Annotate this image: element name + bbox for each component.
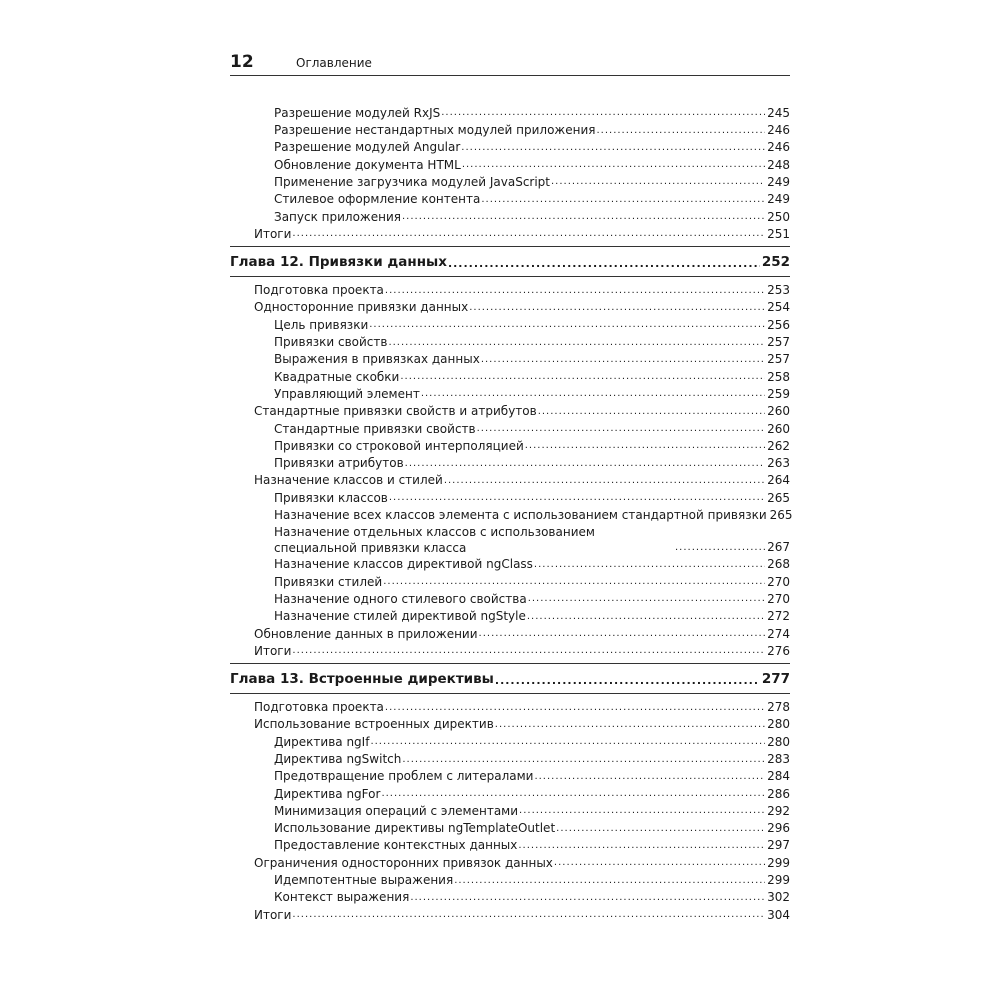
dot-leader	[405, 456, 765, 472]
table-of-contents	[230, 104, 793, 923]
toc-entry-title: Привязки атрибутов	[274, 456, 404, 471]
toc-entry-page: 252	[761, 254, 790, 271]
toc-entry	[230, 454, 790, 471]
toc-entry-title: Контекст выражения	[274, 890, 410, 905]
dot-leader	[389, 490, 765, 506]
dot-leader	[369, 317, 765, 333]
toc-entry-title: Обновление документа HTML	[274, 157, 461, 172]
toc-entry-page: 251	[767, 226, 790, 241]
toc-entry-title: Глава 12. Привязки данных	[230, 254, 447, 271]
toc-entry-page: 259	[767, 386, 790, 401]
dot-leader	[421, 386, 765, 402]
page-number: 12	[230, 52, 254, 72]
toc-entry-page: 297	[767, 838, 790, 853]
toc-entry-page: 274	[767, 626, 790, 641]
dot-leader	[448, 256, 760, 272]
toc-entry-page: 299	[767, 855, 790, 870]
toc-entry	[230, 607, 790, 624]
toc-entry	[230, 716, 790, 733]
toc-entry-title: Применение загрузчика модулей JavaScript	[274, 174, 550, 189]
toc-entry-title: Итоги	[254, 226, 292, 241]
toc-entry	[230, 733, 790, 750]
toc-entry	[230, 437, 790, 454]
toc-entry	[230, 351, 790, 368]
toc-entry-title: Итоги	[254, 907, 292, 922]
dot-leader	[554, 855, 765, 871]
toc-entry-title: Привязки со строковой интерполяцией	[274, 438, 524, 453]
toc-entry	[230, 139, 790, 156]
dot-leader	[527, 609, 765, 625]
dot-leader	[481, 192, 765, 208]
toc-entry-title: Предотвращение проблем с литералами	[274, 769, 534, 784]
toc-entry-page: 248	[767, 157, 790, 172]
toc-entry-page: 257	[767, 335, 790, 350]
toc-entry	[230, 573, 790, 590]
dot-leader	[388, 335, 765, 351]
dot-leader	[383, 574, 765, 590]
dot-leader	[477, 421, 765, 437]
toc-entry-title: Односторонние привязки данных	[254, 300, 469, 315]
toc-entry-title: Глава 13. Встроенные директивы	[230, 671, 494, 688]
toc-entry-title: Запуск приложения	[274, 209, 401, 224]
toc-entry-page: 280	[767, 734, 790, 749]
dot-leader	[551, 174, 765, 190]
dot-leader	[675, 540, 765, 556]
toc-entry-title: Разрешение модулей Angular	[274, 140, 461, 155]
toc-entry	[230, 281, 790, 298]
toc-entry-page: 258	[767, 369, 790, 384]
toc-entry-title: Директива ngIf	[274, 734, 370, 749]
page-header	[230, 52, 790, 76]
toc-entry	[230, 420, 790, 437]
dot-leader	[402, 752, 765, 768]
toc-entry-page: 256	[767, 317, 790, 332]
toc-entry-page: 270	[767, 574, 790, 589]
dot-leader	[538, 404, 765, 420]
dot-leader	[385, 700, 765, 716]
toc-entry-title: Итоги	[254, 643, 292, 658]
toc-entry	[230, 208, 790, 225]
toc-entry	[230, 368, 790, 385]
dot-leader	[370, 734, 765, 750]
toc-entry-page: 280	[767, 717, 790, 732]
dot-leader	[596, 123, 765, 139]
toc-entry-title: Директива ngFor	[274, 786, 381, 801]
dot-leader	[519, 803, 765, 819]
dot-leader	[385, 283, 765, 299]
toc-entry-page: 292	[767, 803, 790, 818]
chapter-rule-top	[230, 246, 790, 247]
toc-entry-page: 264	[767, 473, 790, 488]
toc-entry-title: Обновление данных в приложении	[254, 626, 478, 641]
toc-entry-title: Подготовка проекта	[254, 700, 384, 715]
toc-entry	[230, 190, 790, 207]
toc-entry-page: 245	[767, 105, 790, 120]
header-rule	[230, 75, 790, 76]
toc-entry	[230, 333, 790, 350]
toc-entry	[230, 625, 790, 642]
toc-entry-page: 267	[767, 540, 790, 555]
toc-entry-page: 257	[767, 352, 790, 367]
dot-leader	[444, 473, 765, 489]
toc-entry-page: 299	[767, 873, 790, 888]
toc-entry-page: 246	[767, 123, 790, 138]
dot-leader	[462, 157, 765, 173]
toc-entry	[230, 472, 790, 489]
toc-entry	[230, 556, 790, 573]
dot-leader	[469, 300, 765, 316]
dot-leader	[518, 838, 765, 854]
toc-entry	[230, 871, 790, 888]
dot-leader	[479, 626, 766, 642]
toc-entry-page: 246	[767, 140, 790, 155]
toc-entry-title: Назначение отдельных классов с использованием специальной привязки класса	[274, 524, 595, 555]
toc-entry-page: 283	[767, 752, 790, 766]
toc-entry-title: Выражения в привязках данных	[274, 352, 480, 367]
toc-entry-title: Назначение классов и стилей	[254, 473, 443, 488]
dot-leader	[400, 369, 765, 385]
toc-entry	[230, 316, 790, 333]
toc-entry-title: Стандартные привязки свойств и атрибутов	[254, 404, 537, 419]
toc-chapter-entry	[230, 668, 790, 689]
toc-entry-title: Привязки классов	[274, 490, 388, 505]
toc-entry	[230, 642, 790, 659]
toc-entry-title: Использование директивы ngTemplateOutlet	[274, 821, 556, 836]
toc-entry-title: Назначение всех классов элемента с использованием стандартной привязки	[274, 508, 767, 523]
toc-entry-page: 277	[761, 671, 790, 688]
toc-entry-page: 249	[767, 174, 790, 189]
toc-entry-title: Назначение одного стилевого свойства	[274, 591, 527, 606]
toc-entry-page: 260	[767, 421, 790, 436]
toc-entry	[230, 768, 790, 785]
toc-entry	[230, 906, 790, 923]
toc-entry-title: Стилевое оформление контента	[274, 192, 481, 207]
toc-entry	[230, 819, 790, 836]
dot-leader	[528, 591, 765, 607]
toc-entry-title: Привязки стилей	[274, 574, 383, 589]
toc-entry-title: Ограничения односторонних привязок данных	[254, 855, 553, 870]
toc-entry	[230, 173, 790, 190]
toc-entry	[230, 225, 790, 242]
dot-leader	[292, 643, 765, 659]
dot-leader	[525, 438, 765, 454]
toc-entry-page: 302	[767, 890, 790, 905]
toc-entry-page: 270	[767, 591, 790, 606]
toc-entry-title: Разрешение модулей RxJS	[274, 105, 441, 120]
toc-entry	[230, 402, 790, 419]
dot-leader	[495, 673, 760, 689]
chapter-rule-bottom	[230, 693, 790, 694]
dot-leader	[410, 890, 765, 906]
toc-entry-page: 296	[767, 821, 790, 836]
toc-entry-title: Квадратные скобки	[274, 369, 400, 384]
dot-leader	[495, 717, 765, 733]
toc-entry-page: 253	[767, 283, 790, 298]
dot-leader	[454, 873, 765, 889]
dot-leader	[481, 352, 765, 368]
toc-chapter-entry	[230, 251, 790, 272]
toc-entry-title: Назначение стилей директивой ngStyle	[274, 609, 526, 624]
toc-entry-title: Привязки свойств	[274, 335, 388, 350]
toc-entry-page: 262	[767, 438, 790, 453]
toc-entry	[230, 750, 790, 767]
toc-entry-page: 276	[767, 643, 790, 658]
toc-entry	[230, 590, 790, 607]
toc-entry-title: Управляющий элемент	[274, 386, 420, 401]
toc-entry	[230, 121, 790, 138]
toc-entry	[230, 299, 790, 316]
toc-entry-page: 286	[767, 786, 790, 801]
dot-leader	[292, 907, 765, 923]
dot-leader	[534, 557, 765, 573]
toc-entry	[230, 104, 790, 121]
toc-entry-page: 278	[767, 700, 790, 715]
toc-entry	[230, 785, 790, 802]
running-title: Оглавление	[296, 56, 372, 70]
dot-leader	[441, 105, 765, 121]
toc-entry-title: Разрешение нестандартных модулей приложения	[274, 123, 596, 138]
toc-entry-title: Директива ngSwitch	[274, 752, 402, 766]
toc-entry	[230, 837, 790, 854]
toc-entry	[230, 506, 793, 523]
toc-entry-title: Идемпотентные выражения	[274, 873, 454, 888]
toc-entry	[230, 156, 790, 173]
toc-entry-page: 263	[767, 456, 790, 471]
toc-entry-page: 260	[767, 404, 790, 419]
toc-entry-page: 304	[767, 907, 790, 922]
toc-entry-title: Предоставление контекстных данных	[274, 838, 518, 853]
chapter-rule-top	[230, 663, 790, 664]
toc-entry-page: 265	[767, 490, 790, 505]
toc-entry-page: 272	[767, 609, 790, 624]
toc-entry	[230, 889, 790, 906]
toc-entry-page: 268	[767, 557, 790, 572]
toc-entry-title: Назначение классов директивой ngClass	[274, 557, 533, 572]
toc-entry-page: 254	[767, 300, 790, 315]
toc-entry	[230, 802, 790, 819]
toc-entry-title: Стандартные привязки свойств	[274, 421, 476, 436]
toc-entry-page: 250	[767, 209, 790, 224]
toc-entry-page: 284	[767, 769, 790, 784]
toc-entry	[230, 385, 790, 402]
toc-entry	[230, 489, 790, 506]
dot-leader	[292, 226, 765, 242]
dot-leader	[461, 140, 765, 156]
toc-entry-page: 265	[769, 508, 793, 523]
toc-entry-page: 249	[767, 192, 790, 207]
toc-entry	[230, 698, 790, 715]
dot-leader	[402, 209, 765, 225]
toc-entry-title: Подготовка проекта	[254, 283, 384, 298]
toc-entry-title: Использование встроенных директив	[254, 717, 494, 732]
dot-leader	[556, 821, 765, 837]
toc-entry-title: Минимизация операций с элементами	[274, 803, 519, 818]
toc-entry-title: Цель привязки	[274, 317, 369, 332]
toc-entry	[230, 524, 790, 556]
dot-leader	[534, 769, 765, 785]
chapter-rule-bottom	[230, 276, 790, 277]
dot-leader	[381, 786, 765, 802]
toc-entry	[230, 854, 790, 871]
